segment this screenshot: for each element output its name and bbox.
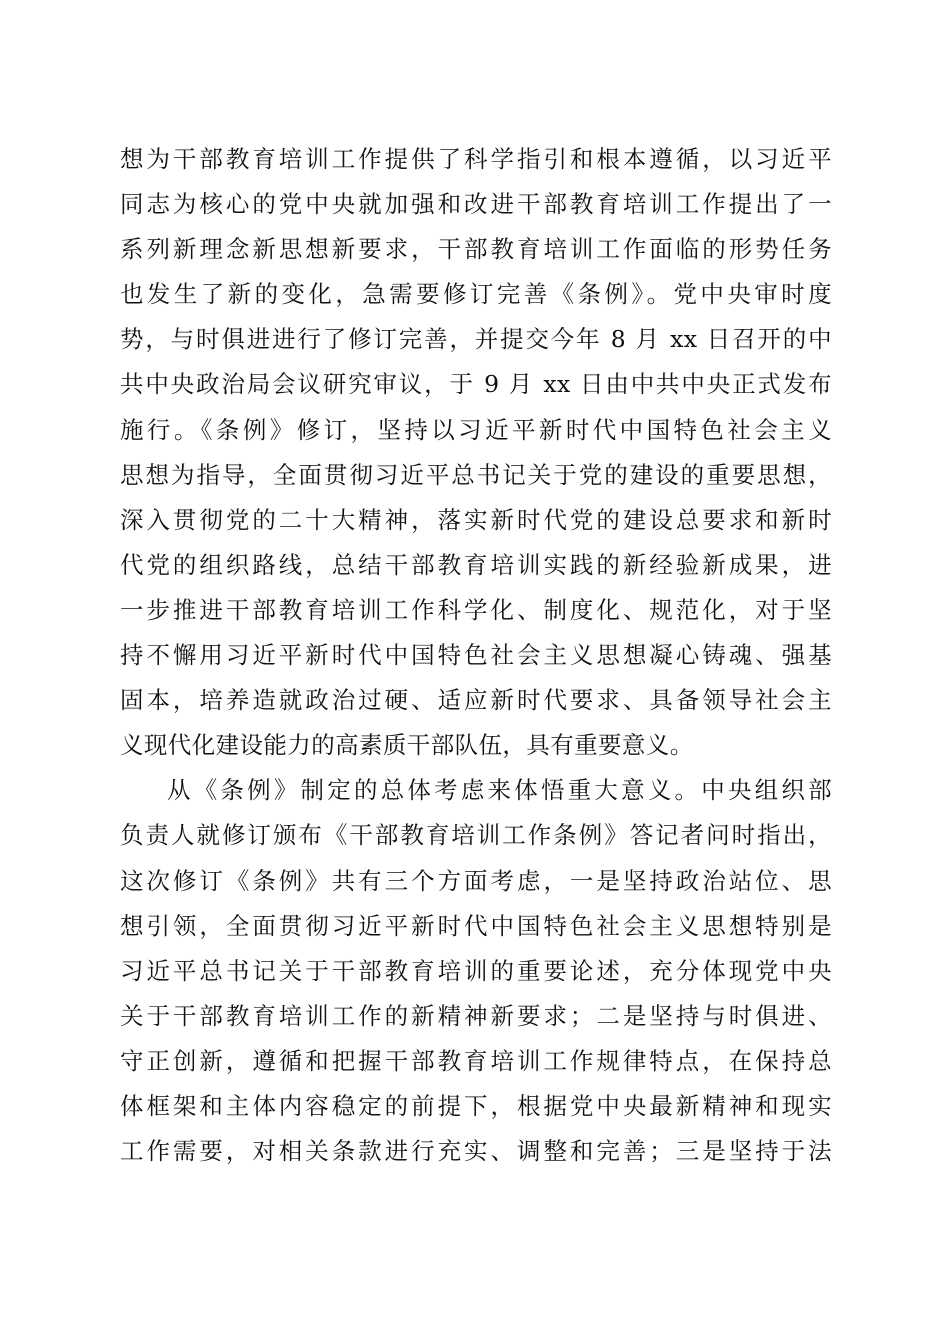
text-line: 一步推进干部教育培训工作科学化、制度化、规范化，对于坚 [120,595,832,624]
text-line: 思想为指导，全面贯彻习近平总书记关于党的建设的重要思想， [120,460,832,489]
document-body [120,137,832,1174]
text-line: 系列新理念新思想新要求，干部教育培训工作面临的形势任务 [120,235,832,264]
text-line: 同志为核心的党中央就加强和改进干部教育培训工作提出了一 [120,190,832,219]
text-line: 想引领，全面贯彻习近平新时代中国特色社会主义思想特别是 [120,911,832,940]
text-line: 这次修订《条例》共有三个方面考虑，一是坚持政治站位、思 [120,866,832,895]
text-line: 从《条例》制定的总体考虑来体悟重大意义。中央组织部 [167,776,832,805]
text-line: 代党的组织路线，总结干部教育培训实践的新经验新成果，进 [120,550,832,579]
text-line: 负责人就修订颁布《干部教育培训工作条例》答记者问时指出， [120,821,832,850]
paragraph-2 [120,768,832,1174]
paragraph-1 [120,137,832,768]
text-line: 体框架和主体内容稳定的前提下，根据党中央最新精神和现实 [120,1091,832,1120]
text-line: 也发生了新的变化，急需要修订完善《条例》。党中央审时度 [120,280,832,309]
text-line: 势，与时俱进进行了修订完善，并提交今年 8 月 xx 日召开的中 [120,325,832,354]
text-line: 固本，培养造就政治过硬、适应新时代要求、具备领导社会主 [120,686,832,715]
text-line: 义现代化建设能力的高素质干部队伍，具有重要意义。 [120,731,694,760]
text-line: 想为干部教育培训工作提供了科学指引和根本遵循，以习近平 [120,145,832,173]
text-line: 施行。《条例》修订，坚持以习近平新时代中国特色社会主义 [120,415,832,444]
text-line: 共中央政治局会议研究审议，于 9 月 xx 日由中共中央正式发布 [120,370,832,399]
text-line: 工作需要，对相关条款进行充实、调整和完善；三是坚持于法 [120,1137,832,1166]
text-line: 守正创新，遵循和把握干部教育培训工作规律特点，在保持总 [120,1046,832,1075]
text-line: 习近平总书记关于干部教育培训的重要论述，充分体现党中央 [120,956,832,985]
text-line: 关于干部教育培训工作的新精神新要求；二是坚持与时俱进、 [120,1001,832,1030]
text-line: 深入贯彻党的二十大精神，落实新时代党的建设总要求和新时 [120,505,832,534]
text-line: 持不懈用习近平新时代中国特色社会主义思想凝心铸魂、强基 [120,641,832,670]
